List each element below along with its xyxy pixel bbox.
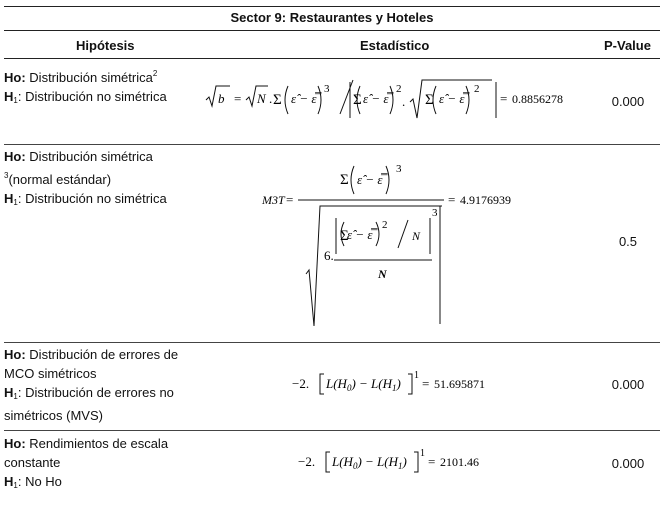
table-title: Sector 9: Restaurantes y Hoteles	[230, 10, 434, 25]
svg-text:N: N	[257, 91, 266, 106]
row4-statistic-formula	[296, 446, 496, 476]
row3-statistic-value: 51.695871	[434, 377, 485, 391]
header-statistic: Estadístico	[360, 38, 430, 53]
svg-text:=: =	[448, 192, 456, 207]
row2-statistic-formula	[254, 154, 554, 330]
row3-rule	[4, 430, 660, 431]
svg-text:N: N	[378, 267, 387, 281]
header-pvalue: P-Value	[604, 38, 651, 53]
svg-text:=: =	[286, 192, 294, 207]
svg-text:Σ: Σ	[273, 92, 282, 108]
svg-text:ε̂ − ε̿: ε̂ − ε̿	[291, 91, 317, 106]
row1-rule	[4, 144, 660, 145]
row1-statistic-value: 0.8856278	[512, 92, 563, 106]
svg-text:1: 1	[414, 370, 419, 381]
likelihood-ratio-formula	[290, 368, 510, 398]
row2-rule	[4, 342, 660, 343]
row2-hypotheses: Ho: Distribución simétrica $^3$(normal estándar) $H_1$: Distribución no simétrica	[4, 149, 167, 207]
row2-statistic-value: 4.9176939	[460, 193, 511, 207]
header-hypothesis: Hipótesis	[76, 38, 135, 53]
row2-pvalue: 0.5	[618, 234, 638, 249]
svg-text:2: 2	[396, 83, 402, 95]
svg-text:2: 2	[474, 83, 480, 95]
svg-text:6.: 6.	[324, 248, 334, 263]
svg-text:.: .	[402, 94, 406, 109]
row3-pvalue: 0.000	[611, 377, 645, 392]
skewness-formula	[200, 72, 590, 132]
title-rule	[4, 30, 660, 31]
row1-pvalue: 0.000	[611, 94, 645, 109]
svg-text:Σ: Σ	[353, 92, 362, 108]
m3t-formula	[254, 154, 554, 330]
row4-pvalue: 0.000	[611, 456, 645, 471]
svg-text:=: =	[428, 454, 436, 469]
header-rule	[4, 58, 660, 59]
svg-text:=: =	[422, 376, 430, 391]
svg-text:.: .	[269, 91, 273, 106]
row1-statistic-formula	[200, 72, 590, 132]
svg-text:L(H0) − L(H1): $L(H_0) - L(H_1)$	[326, 376, 401, 393]
row4-hypotheses: Ho: Rendimientos de escala constante $H_1$: No Ho	[4, 436, 169, 490]
svg-text:3: 3	[432, 207, 438, 219]
row3-statistic-formula	[290, 368, 510, 398]
svg-text:Σ: Σ	[340, 228, 349, 244]
row3-hypotheses: Ho: Distribución de errores de MCO simétricos $H_1$: Distribución de errores no simétricos (MVS)	[4, 347, 179, 423]
svg-text:L(H0) − L(H1): $L(H_0) - L(H_1)$	[332, 454, 407, 471]
row1-hypotheses: Ho: Distribución simétrica$^2$ $H_1$: Distribución no simétrica	[4, 69, 167, 105]
svg-text:ε̂ − ε̿: ε̂ − ε̿	[357, 172, 383, 187]
svg-text:Σ: Σ	[340, 172, 349, 188]
svg-text:ε̂ − ε̿: ε̂ − ε̿	[363, 91, 389, 106]
svg-text:=: =	[500, 91, 508, 106]
svg-text:1: 1	[420, 448, 425, 459]
row4-statistic-value: 2101.46	[440, 455, 479, 469]
svg-text:Σ: Σ	[425, 92, 434, 108]
svg-text:b: b	[218, 91, 225, 106]
likelihood-ratio-formula-2	[296, 446, 496, 476]
row2-statistic-name: M3T	[262, 193, 285, 207]
svg-text:ε̂ − ε̿: ε̂ − ε̿	[439, 91, 465, 106]
svg-text:ε̂ − ε̿: ε̂ − ε̿	[347, 227, 373, 242]
svg-text:−2.: −2.	[292, 376, 310, 391]
svg-text:−2.: −2.	[298, 454, 316, 469]
svg-text:2: 2	[382, 219, 388, 231]
svg-text:3: 3	[396, 163, 402, 175]
svg-text:3: 3	[324, 83, 330, 95]
svg-text:N: N	[412, 229, 421, 243]
svg-text:=: =	[234, 91, 242, 106]
table-top-rule	[4, 6, 660, 7]
